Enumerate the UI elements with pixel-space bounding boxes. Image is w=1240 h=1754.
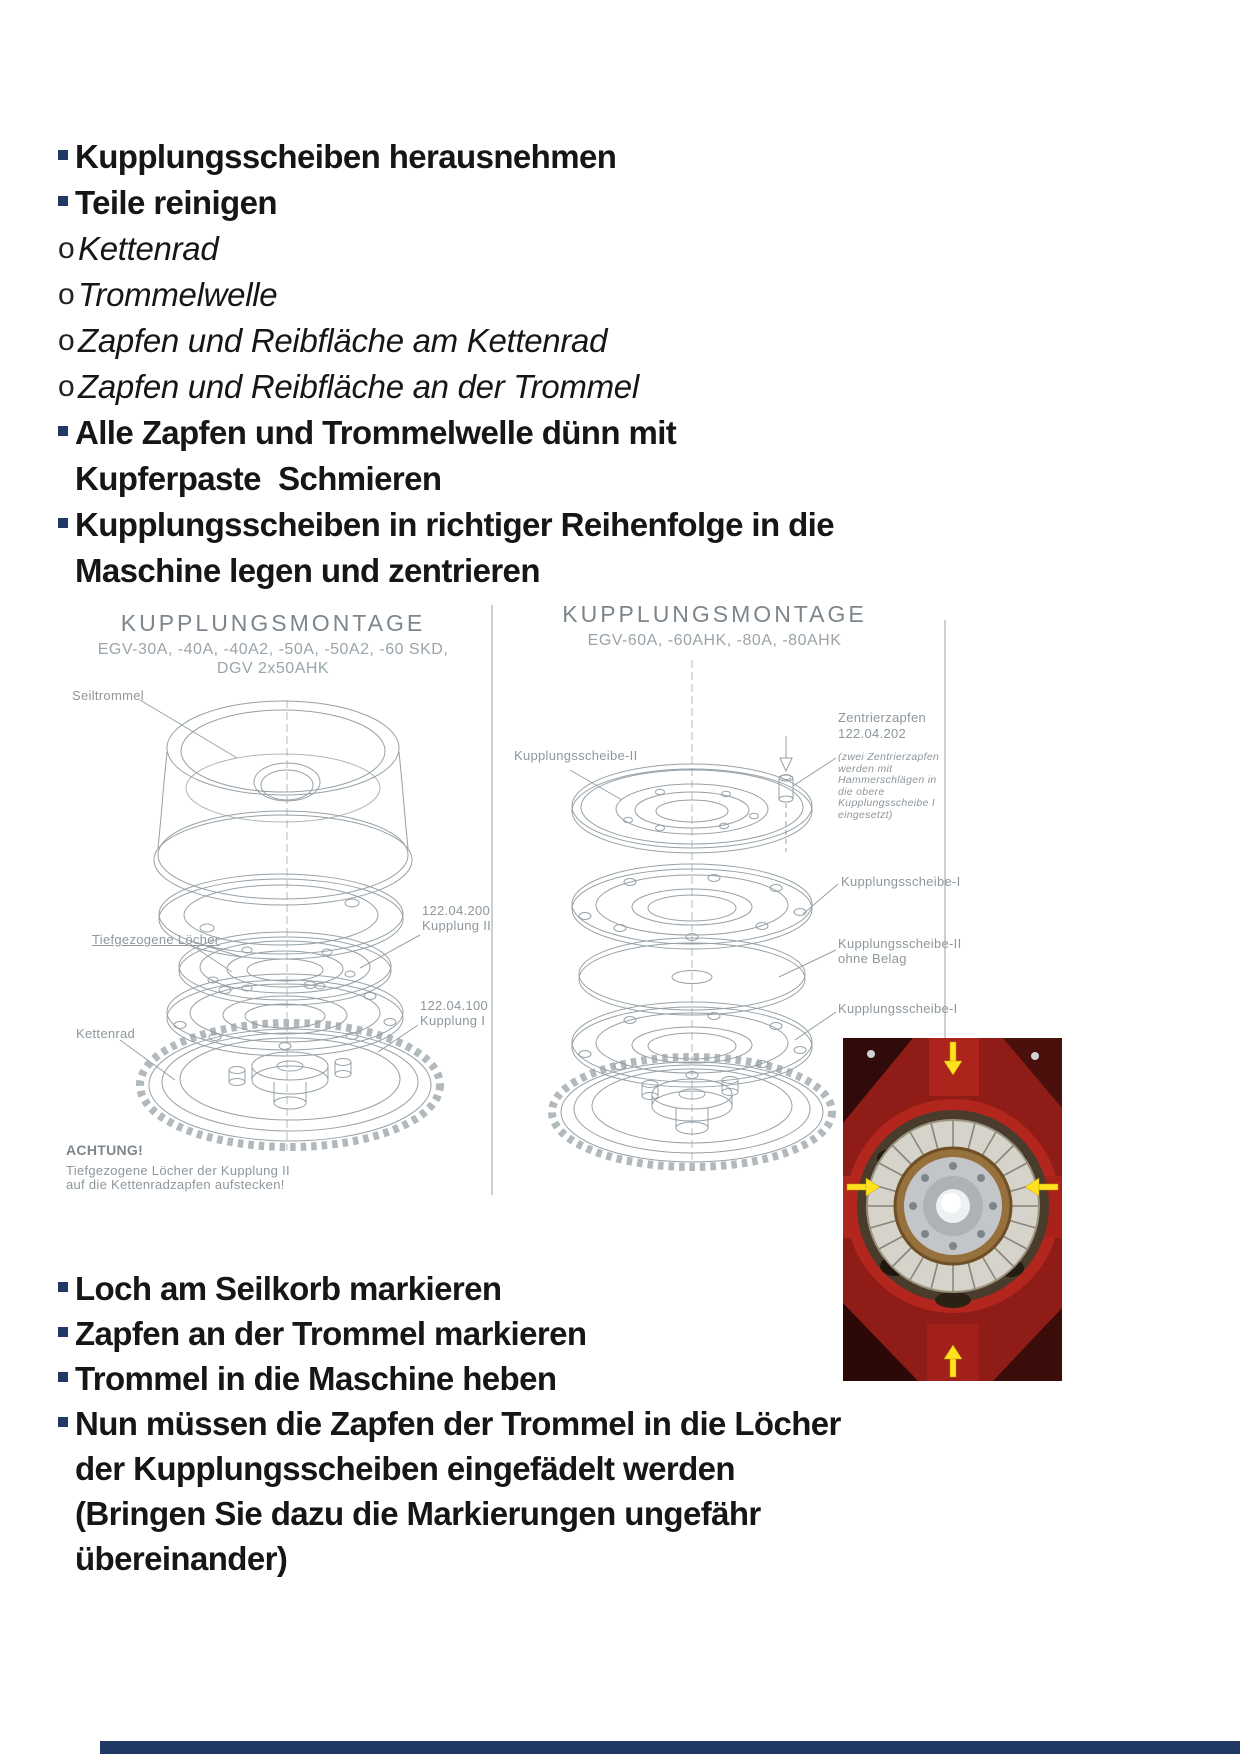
- figure-left-subtitle: EGV-30A, -40A, -40A2, -50A, -50A2, -60 SKD,: [97, 641, 449, 658]
- list-item-text: Trommelwelle: [78, 276, 278, 313]
- right-diagram-drawing: [552, 660, 838, 1167]
- list-item: [58, 502, 834, 548]
- list-item-text: Kupferpaste Schmieren: [75, 460, 442, 497]
- list-item-text: Alle Zapfen und Trommelwelle dünn mit: [75, 414, 677, 451]
- figure-right-title: KUPPLUNGSMONTAGE: [562, 601, 867, 627]
- label-kettenrad: Kettenrad: [76, 1026, 136, 1041]
- list-item-continuation: [58, 1491, 841, 1536]
- list-item-continuation: [58, 456, 834, 502]
- list-item: [58, 1311, 841, 1356]
- list-item-text: Zapfen an der Trommel markieren: [75, 1315, 587, 1352]
- list-item-text: Trommel in die Maschine heben: [75, 1360, 557, 1397]
- label-ohne-belag: ohne Belag: [838, 951, 907, 966]
- list-item: [58, 1356, 841, 1401]
- label-warning-line2: auf die Kettenradzapfen aufstecken!: [66, 1177, 285, 1192]
- list-item: [58, 272, 834, 318]
- list-item: [58, 1266, 841, 1311]
- bottom-bullet-list: [58, 1266, 841, 1581]
- list-item-text: übereinander): [75, 1540, 288, 1577]
- circle-bullet: o: [58, 278, 75, 311]
- list-item-continuation: [58, 1446, 841, 1491]
- top-bullet-list: [58, 134, 834, 594]
- label-kupplungsscheibe2-ohne: Kupplungsscheibe-II: [838, 936, 962, 951]
- label-kupplungsscheibe1-bottom: Kupplungsscheibe-I: [838, 1001, 958, 1016]
- list-item: [58, 318, 834, 364]
- list-item: [58, 134, 834, 180]
- list-item: [58, 180, 834, 226]
- label-zentrierzapfen-note: (zwei Zentrierzapfen werden mit Hammerschlägen in die obere Kupplungsscheibe I eingesetzt): [838, 751, 940, 821]
- list-item-text: Zapfen und Reibfläche am Kettenrad: [78, 322, 608, 359]
- figure-left-subtitle2: DGV 2x50AHK: [216, 660, 330, 677]
- clutch-photo: [843, 1038, 1062, 1381]
- left-diagram-drawing: [120, 700, 440, 1150]
- label-kupplungsscheibe1-top: Kupplungsscheibe-I: [841, 874, 961, 889]
- label-kupplung1-name: Kupplung I: [420, 1013, 486, 1028]
- list-item: [58, 226, 834, 272]
- list-item: [58, 1401, 841, 1446]
- list-item-text: Kettenrad: [78, 230, 219, 267]
- label-warning-line1: Tiefgezogene Löcher der Kupplung II: [66, 1163, 290, 1178]
- label-kupplung1-number: 122.04.100: [420, 998, 489, 1013]
- label-kupplung2-number: 122.04.200: [422, 903, 491, 918]
- list-item-text: Kupplungsscheiben in richtiger Reihenfolge in die: [75, 506, 835, 543]
- list-item-text: Maschine legen und zentrieren: [75, 552, 540, 589]
- list-item: [58, 364, 834, 410]
- bottom-accent-bar: [100, 1741, 1240, 1754]
- label-achtung: ACHTUNG!: [66, 1142, 144, 1158]
- list-item-text: Teile reinigen: [75, 184, 277, 221]
- list-item-text: Loch am Seilkorb markieren: [75, 1270, 502, 1307]
- list-item: [58, 410, 834, 456]
- label-zentrierzapfen-number: 122.04.202: [838, 726, 907, 741]
- label-seiltrommel: Seiltrommel: [72, 688, 144, 703]
- label-kupplungsscheibe2: Kupplungsscheibe-II: [514, 748, 638, 763]
- list-item-text: Kupplungsscheiben herausnehmen: [75, 138, 617, 175]
- label-tiefgezogene-loecher: Tiefgezogene Löcher: [92, 932, 220, 947]
- label-kupplung2-name: Kupplung II: [422, 918, 492, 933]
- list-item-text: Zapfen und Reibfläche an der Trommel: [78, 368, 639, 405]
- circle-bullet: o: [58, 232, 75, 265]
- figure-right-subtitle: EGV-60A, -60AHK, -80A, -80AHK: [587, 632, 842, 649]
- figure-left-title: KUPPLUNGSMONTAGE: [120, 610, 426, 636]
- kupplung1-disc-drawing: [167, 974, 403, 1056]
- circle-bullet: o: [58, 370, 75, 403]
- kupplung2-disc-drawing: [179, 932, 391, 1005]
- label-zentrierzapfen: Zentrierzapfen: [838, 710, 927, 725]
- list-item-text: Nun müssen die Zapfen der Trommel in die Löcher: [75, 1405, 841, 1442]
- list-item-continuation: [58, 1536, 841, 1581]
- list-item-text: (Bringen Sie dazu die Markierungen ungefähr: [75, 1495, 761, 1532]
- list-item-text: der Kupplungsscheiben eingefädelt werden: [75, 1450, 735, 1487]
- circle-bullet: o: [58, 324, 75, 357]
